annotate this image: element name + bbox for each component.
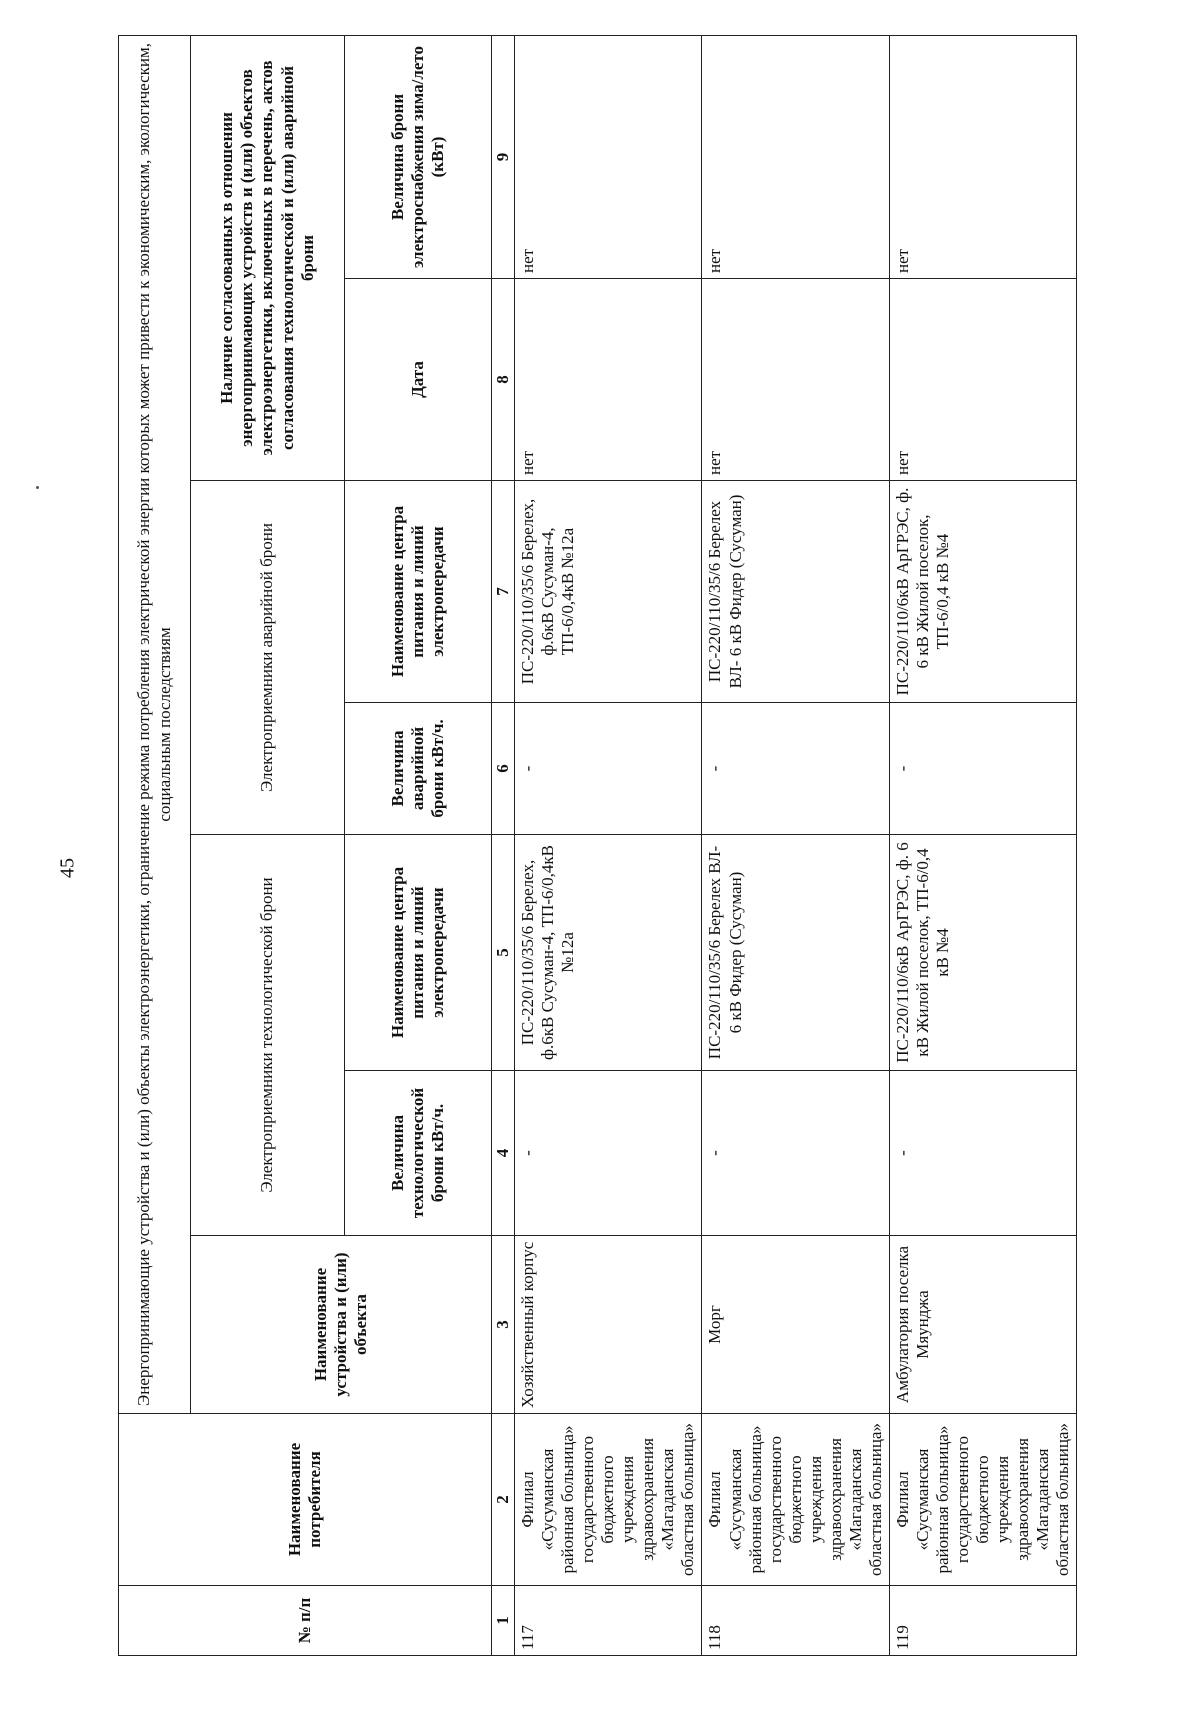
header-date: Дата	[345, 279, 492, 481]
page-number-text: 45	[56, 858, 79, 878]
cell-reserve: нет	[702, 35, 889, 278]
column-number-row	[492, 35, 515, 1655]
rotated-table-wrapper	[118, 36, 1118, 1656]
cell-avar-center: ПС-220/110/6кВ АрГРЭС, ф. 6 кВ Жилой поселок, ТП-6/0,4 кВ №4	[889, 481, 1076, 703]
cell-date: нет	[515, 279, 702, 481]
cell-avar-center: ПС-220/110/35/6 Берелех ВЛ- 6 кВ Фидер (Сусуман)	[702, 481, 889, 703]
cell-avar-value: -	[889, 703, 1076, 835]
header-avar-value: Величина аварийной брони кВт/ч.	[345, 703, 492, 835]
table-title: Энергопринимающие устройства и (или) объекты электроэнергетики, ограничение режима потребления электрической энергии которых может привести к экономическим, экологическим, социальным последствиям	[119, 35, 191, 1413]
cell-reserve: нет	[515, 35, 702, 278]
table-row	[515, 35, 702, 1655]
header-tech-value: Величина технологической брони кВт/ч.	[345, 1071, 492, 1236]
column-number: 1	[492, 1586, 515, 1656]
header-tech-center: Наименование центра питания и линий электропередачи	[345, 835, 492, 1071]
cell-tech-center: ПС-220/110/35/6 Берелех ВЛ- 6 кВ Фидер (Сусуман)	[702, 835, 889, 1071]
cell-number: 117	[515, 1586, 702, 1656]
cell-object: Хозяйственный корпус	[515, 1236, 702, 1414]
cell-tech-value: -	[889, 1071, 1076, 1236]
column-number: 7	[492, 481, 515, 703]
header-avar-center: Наименование центра питания и линий электропередачи	[345, 481, 492, 703]
cell-tech-value: -	[702, 1071, 889, 1236]
cell-date: нет	[889, 279, 1076, 481]
scan-speck	[36, 486, 39, 489]
header-reserve: Величина брони электроснабжения зима/лето (кВт)	[345, 35, 492, 278]
column-number: 5	[492, 835, 515, 1071]
cell-number: 118	[702, 1586, 889, 1656]
cell-number: 119	[889, 1586, 1076, 1656]
cell-date: нет	[702, 279, 889, 481]
cell-avar-value: -	[515, 703, 702, 835]
column-number: 4	[492, 1071, 515, 1236]
header-number: № п/п	[119, 1586, 492, 1656]
column-number: 6	[492, 703, 515, 835]
header-group-tech: Электроприемники технологической брони	[191, 835, 345, 1236]
column-number: 3	[492, 1236, 515, 1414]
table-row	[889, 35, 1076, 1655]
column-number: 2	[492, 1414, 515, 1586]
cell-consumer: Филиал «Сусуманская районная больница» государственного бюджетного учреждения здравоохранения «Магаданская областная больница»	[702, 1414, 889, 1586]
header-object: Наименование устройства и (или) объекта	[191, 1236, 492, 1414]
table-row	[702, 35, 889, 1655]
cell-avar-value: -	[702, 703, 889, 835]
header-group-acts: Наличие согласованных в отношении энергопринимающих устройств и (или) объектов электроэнергетики, включенных в перечень, актов согласования технологической и (или) аварийной брони	[191, 35, 345, 480]
cell-tech-value: -	[515, 1071, 702, 1236]
cell-object: Морг	[702, 1236, 889, 1414]
cell-tech-center: ПС-220/110/35/6 Берелех, ф.6кВ Сусуман-4, ТП-6/0,4кВ №12а	[515, 835, 702, 1071]
header-consumer: Наименование потребителя	[119, 1414, 492, 1586]
cell-consumer: Филиал «Сусуманская районная больница» государственного бюджетного учреждения здравоохранения «Магаданская областная больница»	[889, 1414, 1076, 1586]
column-number: 9	[492, 35, 515, 278]
column-number: 8	[492, 279, 515, 481]
cell-object: Амбулатория поселка Мяунджа	[889, 1236, 1076, 1414]
cell-consumer: Филиал «Сусуманская районная больница» государственного бюджетного учреждения здравоохранения «Магаданская областная больница»	[515, 1414, 702, 1586]
energy-reserve-table	[118, 35, 1077, 1656]
cell-tech-center: ПС-220/110/6кВ АрГРЭС, ф. 6 кВ Жилой поселок, ТП-6/0,4 кВ №4	[889, 835, 1076, 1071]
header-group-avar: Электроприемники аварийной брони	[191, 481, 345, 835]
cell-reserve: нет	[889, 35, 1076, 278]
cell-avar-center: ПС-220/110/35/6 Берелех, ф.6кВ Сусуман-4, ТП-6/0,4кВ №12а	[515, 481, 702, 703]
